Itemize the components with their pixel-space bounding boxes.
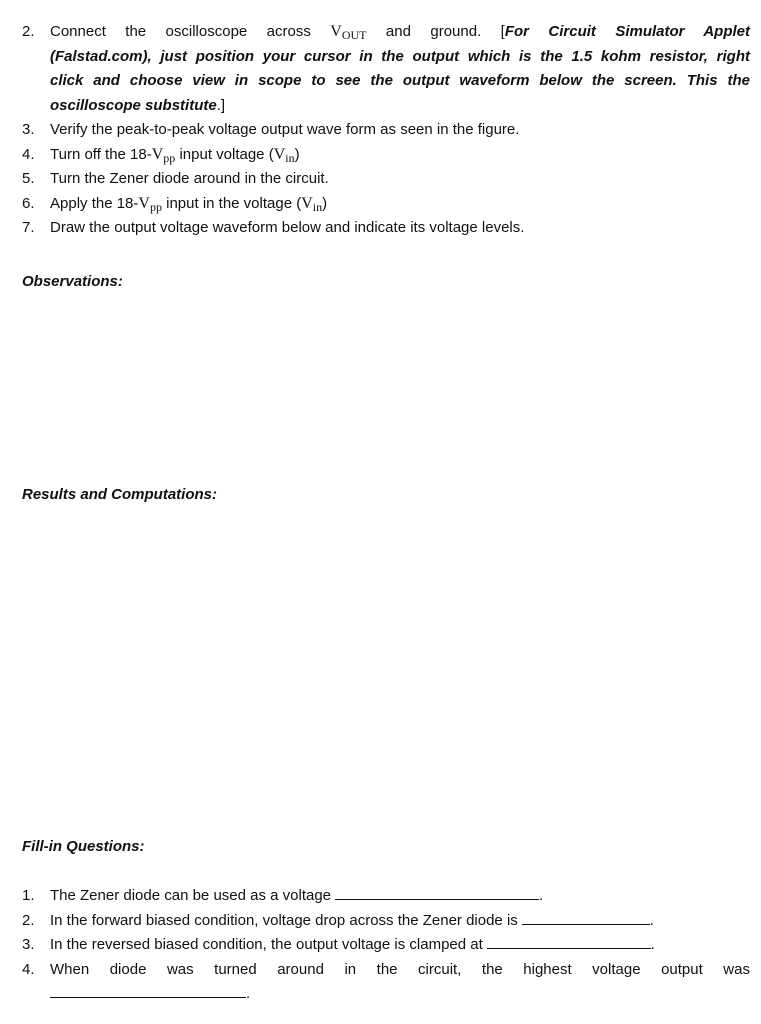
v-in-symbol: $V_{in}$ [273,145,295,165]
step-number: 2. [22,23,35,40]
observations-heading: Observations: [22,273,123,290]
v-pp-symbol: $V_{pp}$ [138,194,162,214]
step-2-line-3: click and choose view in scope to see the output waveform below the screen. This the [50,72,750,89]
results-heading: Results and Computations: [22,486,218,503]
fill-in-question-4: 4. When diode was turned around in the circuit, the highest voltage output was . [22,960,750,1002]
answer-blank[interactable] [522,910,650,925]
procedure-list [22,20,750,241]
v-out-symbol: $V_{OUT}$ [330,23,367,42]
v-in-symbol: $V_{in}$ [301,194,323,214]
fill-in-question-1: 1. The Zener diode can be used as a voltage . [22,887,544,904]
answer-blank[interactable] [487,934,651,949]
fill-in-question-2: 2. In the forward biased condition, voltage drop across the Zener diode is . [22,911,654,929]
procedure-step-4: 4. Turn off the $18-V_{pp}$ input voltage $(V_{in})$ [22,145,300,165]
step-2-line-1: Connect the oscilloscope across $V_{OUT}$ and ground. [For Circuit Simulator Applet [50,23,751,42]
v-pp-symbol: $V_{pp}$ [151,145,176,165]
procedure-step-3: 3. Verify the peak-to-peak voltage output wave form as seen in the figure. [22,121,520,138]
procedure-step-5: 5. Turn the Zener diode around in the circuit. [22,170,329,187]
fill-in-question-list [22,884,750,1007]
procedure-step-7: 7. Draw the output voltage waveform below and indicate its voltage levels. [22,219,525,236]
fill-in-heading: Fill-in Questions: [22,838,145,855]
step-2-line-4: oscilloscope substitute.] [50,96,226,114]
fill-in-question-3: 3. In the reversed biased condition, the output voltage is clamped at . [22,936,655,953]
answer-blank[interactable] [335,885,539,900]
procedure-step-6: 6. Apply the $18-V_{pp}$ input in the voltage $(V_{in})$ [22,194,328,214]
answer-blank[interactable] [50,983,246,998]
procedure-step-2 [22,20,750,118]
step-2-line-2: (Falstad.com), just position your cursor in the output which is the 1.5 kohm resistor, right [50,47,750,65]
